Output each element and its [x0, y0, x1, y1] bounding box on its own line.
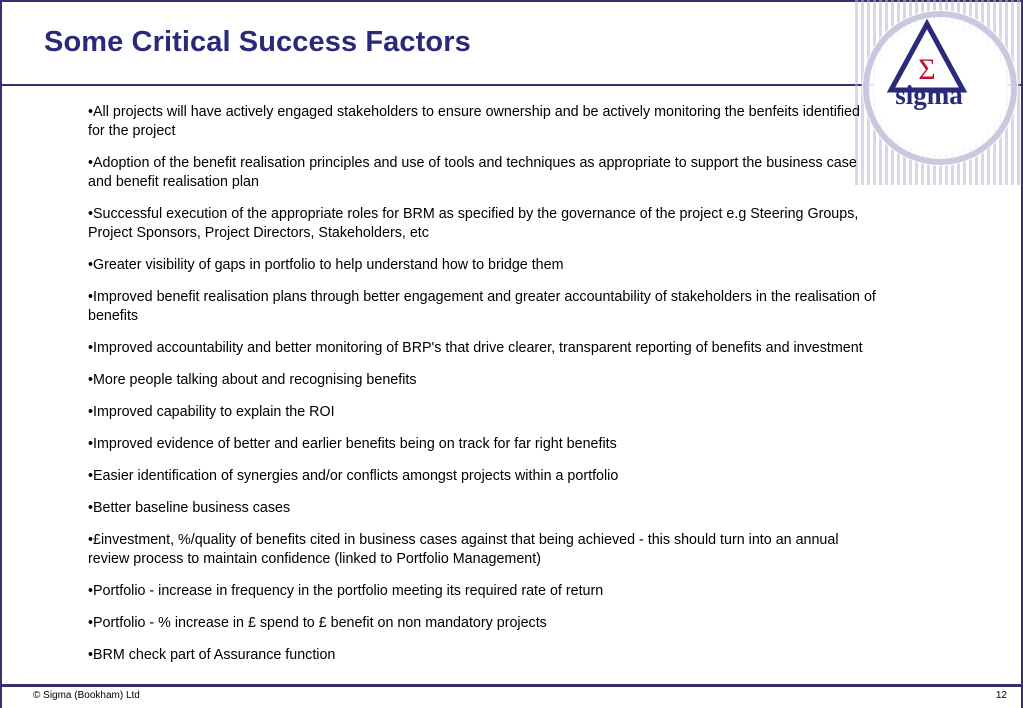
bullet-item [88, 154, 878, 192]
bullet-icon: • [88, 104, 94, 120]
bullet-item [88, 614, 878, 633]
bullet-item [88, 467, 878, 486]
bullet-text: Portfolio - % increase in £ spend to £ benefit on non mandatory projects [93, 615, 547, 631]
bullet-item [88, 256, 878, 275]
bullet-text: Successful execution of the appropriate roles for BRM as specified by the governance of the project e.g Steering Groups, Project Sponsors, Project Directors, Stakeholders, etc [88, 206, 859, 241]
bullet-list [88, 103, 878, 678]
bullet-item [88, 103, 878, 141]
bullet-text: Improved benefit realisation plans through better engagement and greater accountability of stakeholders in the realisation of benefits [88, 289, 876, 324]
bullet-text: £investment, %/quality of benefits cited in business cases against that being achieved - this should turn into an annual review process to maintain confidence (linked to Portfolio Management) [88, 532, 839, 567]
bullet-text: Improved capability to explain the ROI [93, 404, 335, 420]
logo-wordmark: sigma [895, 80, 963, 110]
bullet-text: Improved accountability and better monitoring of BRP's that drive clearer, transparent reporting of benefits and investment [93, 340, 863, 356]
bullet-icon: • [88, 500, 94, 516]
page-number: 12 [995, 690, 1007, 701]
bullet-item [88, 403, 878, 422]
bullet-item [88, 339, 878, 358]
copyright-text: © Sigma (Bookham) Ltd [33, 690, 140, 701]
bullet-text: Improved evidence of better and earlier benefits being on track for far right benefits [93, 436, 617, 452]
slide-title: Some Critical Success Factors [44, 26, 471, 58]
bullet-icon: • [88, 615, 94, 631]
footer-divider [0, 684, 1023, 687]
bullet-text: Adoption of the benefit realisation principles and use of tools and techniques as appropriate to support the business case and benefit realisation plan [88, 155, 857, 190]
bullet-icon: • [88, 372, 94, 388]
bullet-icon: • [88, 468, 94, 484]
bullet-item [88, 499, 878, 518]
bullet-icon: • [88, 404, 94, 420]
bullet-text: BRM check part of Assurance function [93, 647, 336, 663]
bullet-text: All projects will have actively engaged stakeholders to ensure ownership and be actively monitoring the benfeits identified for the project [88, 104, 860, 139]
bullet-icon: • [88, 583, 94, 599]
bullet-icon: • [88, 532, 94, 548]
bullet-item [88, 582, 878, 601]
bullet-text: Easier identification of synergies and/or conflicts amongst projects within a portfolio [93, 468, 619, 484]
bullet-icon: • [88, 155, 94, 171]
bullet-icon: • [88, 289, 94, 305]
bullet-item [88, 646, 878, 665]
bullet-icon: • [88, 257, 94, 273]
bullet-text: Greater visibility of gaps in portfolio to help understand how to bridge them [93, 257, 564, 273]
sigma-logo [855, 0, 1023, 185]
bullet-icon: • [88, 206, 94, 222]
bullet-text: Portfolio - increase in frequency in the portfolio meeting its required rate of return [93, 583, 604, 599]
bullet-icon: • [88, 340, 94, 356]
bullet-item [88, 288, 878, 326]
bullet-text: Better baseline business cases [93, 500, 291, 516]
bullet-text: More people talking about and recognising benefits [93, 372, 417, 388]
bullet-item [88, 371, 878, 390]
bullet-item [88, 205, 878, 243]
logo-sigma-symbol: Σ [918, 53, 936, 86]
bullet-item [88, 531, 878, 569]
bullet-icon: • [88, 647, 94, 663]
bullet-icon: • [88, 436, 94, 452]
bullet-item [88, 435, 878, 454]
